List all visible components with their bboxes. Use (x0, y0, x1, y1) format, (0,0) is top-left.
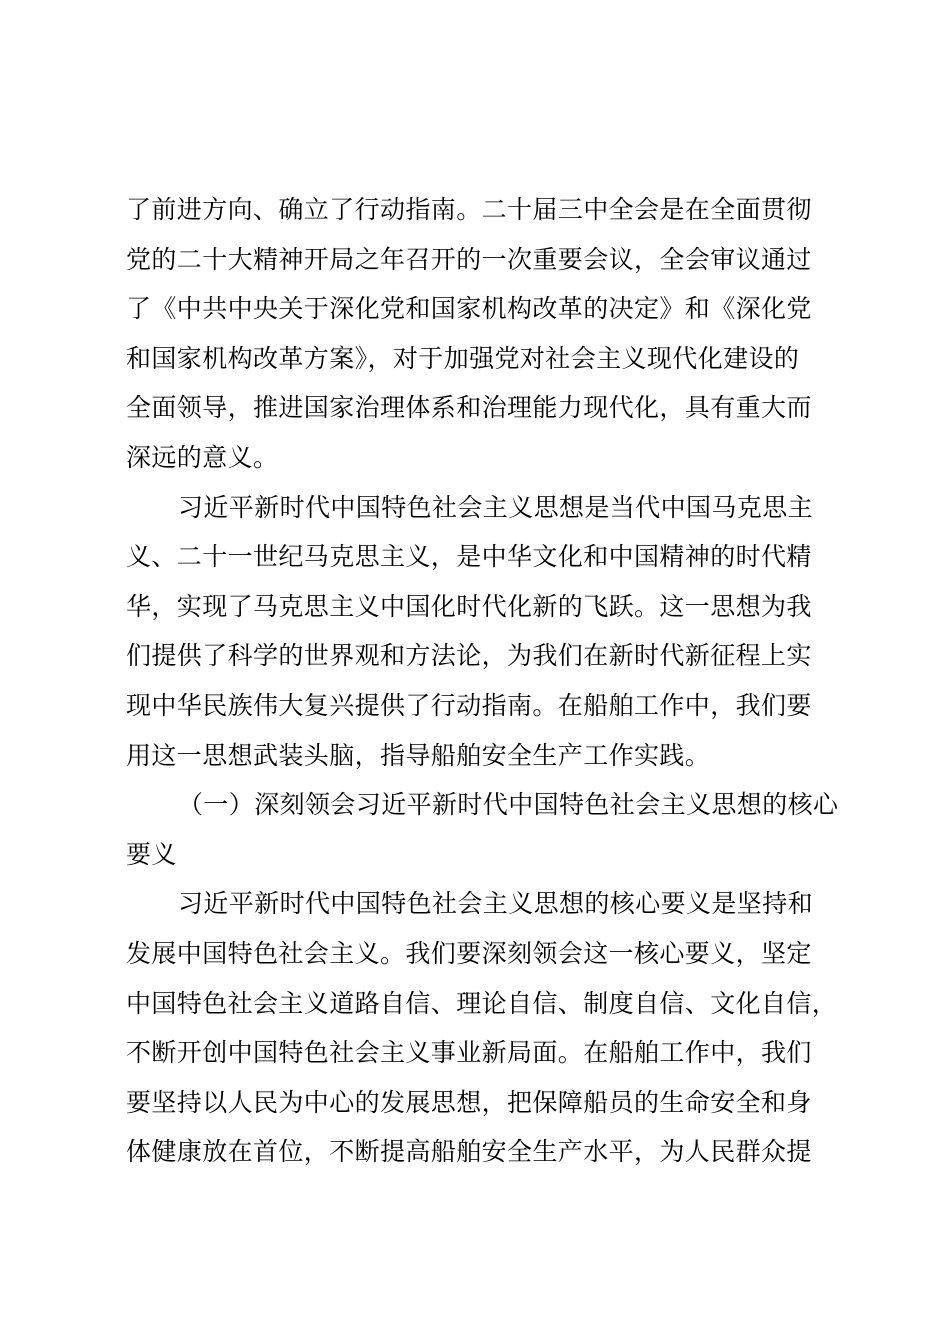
text-line: 义、二十一世纪马克思主义，是中华文化和中国精神的时代精 (126, 542, 812, 572)
text-line: 全面领导，推进国家治理体系和治理能力现代化，具有重大而 (126, 393, 812, 423)
body-text (126, 185, 839, 1177)
text-line: 了《中共中央关于深化党和国家机构改革的决定》和《深化党 (126, 294, 812, 324)
text-line: 华，实现了马克思主义中国化时代化新的飞跃。这一思想为我 (126, 591, 812, 621)
text-line: 现中华民族伟大复兴提供了行动指南。在船舶工作中，我们要 (126, 690, 812, 720)
text-line: 用这一思想武装头脑，指导船舶安全生产工作实践。 (126, 740, 711, 770)
text-line: 中国特色社会主义道路自信、理论自信、制度自信、文化自信， (126, 988, 838, 1018)
text-line: 体健康放在首位，不断提高船舶安全生产水平，为人民群众提 (126, 1137, 812, 1167)
text-line: 们提供了科学的世界观和方法论，为我们在新时代新征程上实 (126, 641, 812, 671)
text-line: 不断开创中国特色社会主义事业新局面。在船舶工作中，我们 (126, 1038, 812, 1068)
paragraph-first-line: 习近平新时代中国特色社会主义思想的核心要义是坚持和 (178, 889, 814, 919)
paragraph-first-line: 习近平新时代中国特色社会主义思想是当代中国马克思主 (178, 492, 814, 522)
text-line: 了前进方向、确立了行动指南。二十届三中全会是在全面贯彻 (126, 195, 812, 224)
text-line: 要坚持以人民为中心的发展思想，把保障船员的生命安全和身 (126, 1087, 812, 1117)
text-line: 和国家机构改革方案》，对于加强党对社会主义现代化建设的 (126, 343, 800, 373)
text-line: 党的二十大精神开局之年召开的一次重要会议，全会审议通过 (126, 244, 812, 274)
section-heading: （一）深刻领会习近平新时代中国特色社会主义思想的核心 (178, 790, 839, 820)
text-line: 发展中国特色社会主义。我们要深刻领会这一核心要义，坚定 (126, 938, 812, 968)
section-heading-continued: 要义 (126, 839, 177, 869)
text-line: 深远的意义。 (126, 442, 279, 472)
